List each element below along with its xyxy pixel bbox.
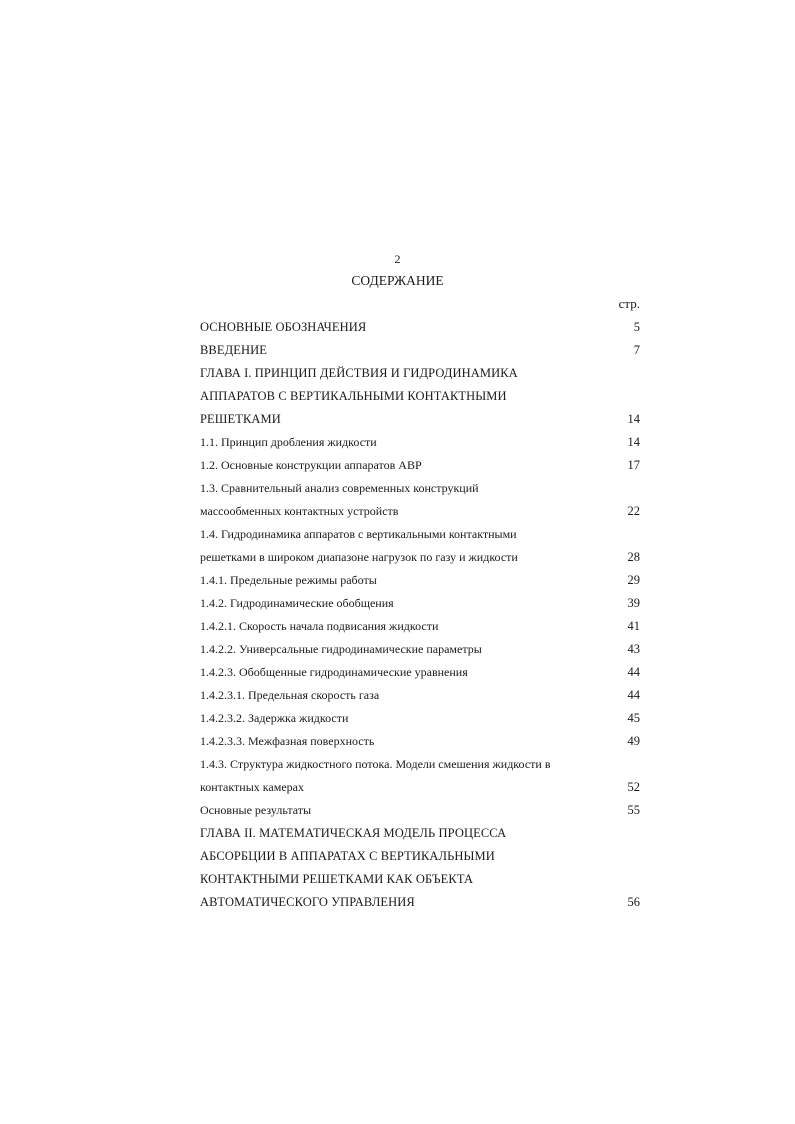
toc-entry-text: АБСОРБЦИИ В АППАРАТАХ С ВЕРТИКАЛЬНЫМИ — [200, 849, 495, 863]
toc-entry — [200, 500, 640, 523]
page-number: 2 — [394, 252, 401, 266]
toc-entry-text: ОСНОВНЫЕ ОБОЗНАЧЕНИЯ — [200, 320, 367, 334]
toc-entry-page: 14 — [627, 412, 640, 426]
toc-entry-text: массообменных контактных устройств — [200, 504, 399, 518]
toc-entry-text: контактных камерах — [200, 780, 304, 794]
toc-entry-text: 1.4.2.2. Универсальные гидродинамические параметры — [200, 642, 482, 656]
toc-entry-text: 1.3. Сравнительный анализ современных конструкций — [200, 481, 479, 495]
toc-entry-text: 1.1. Принцип дробления жидкости — [200, 435, 377, 449]
toc-entry — [200, 523, 640, 546]
toc-entry — [200, 638, 640, 661]
toc-entry — [200, 454, 640, 477]
toc-entry — [200, 339, 640, 362]
toc-entry-text: 1.4.2.3.3. Межфазная поверхность — [200, 734, 375, 748]
toc-entry-page: 45 — [627, 711, 640, 725]
toc-entry-page: 43 — [627, 642, 640, 656]
toc-entry-text: АППАРАТОВ С ВЕРТИКАЛЬНЫМИ КОНТАКТНЫМИ — [200, 389, 507, 403]
toc-entry-text: РЕШЕТКАМИ — [200, 412, 281, 426]
toc-entry-text: 1.4.2. Гидродинамические обобщения — [200, 596, 394, 610]
toc-entry-page: 28 — [627, 550, 640, 564]
toc-entry-text: 1.4.2.3. Обобщенные гидродинамические уравнения — [200, 665, 468, 679]
toc-entry-page: 29 — [627, 573, 640, 587]
toc-entry — [200, 822, 640, 845]
toc-entry — [200, 753, 640, 776]
toc-entry — [200, 477, 640, 500]
toc-entry — [200, 799, 640, 822]
toc-entry-page: 52 — [627, 780, 640, 794]
toc-entry-text: ВВЕДЕНИЕ — [200, 343, 267, 357]
toc-entry-page: 44 — [627, 665, 640, 679]
toc-entry-page: 17 — [627, 458, 640, 472]
toc-entry-page: 7 — [633, 343, 640, 357]
toc-entry-text: 1.4. Гидродинамика аппаратов с вертикальными контактными — [200, 527, 517, 541]
toc-entry-page: 39 — [627, 596, 640, 610]
toc-entry — [200, 661, 640, 684]
page-title: СОДЕРЖАНИЕ — [351, 273, 444, 288]
toc-entry — [200, 776, 640, 799]
toc-entry-page: 41 — [627, 619, 640, 633]
toc-entry-text: 1.4.2.3.1. Предельная скорость газа — [200, 688, 380, 702]
toc-entry-page: 49 — [627, 734, 640, 748]
toc-entry-text: 1.4.2.1. Скорость начала подвисания жидкости — [200, 619, 439, 633]
toc-entry-page: 44 — [627, 688, 640, 702]
toc-entry-text: 1.2. Основные конструкции аппаратов АВР — [200, 458, 422, 472]
toc-entry-text: ГЛАВА II. МАТЕМАТИЧЕСКАЯ МОДЕЛЬ ПРОЦЕССА — [200, 826, 507, 840]
toc-entry-page: 55 — [627, 803, 640, 817]
toc-entry-text: Основные результаты — [200, 803, 312, 817]
toc-entry-text: КОНТАКТНЫМИ РЕШЕТКАМИ КАК ОБЪЕКТА — [200, 872, 474, 886]
toc-entry-text: АВТОМАТИЧЕСКОГО УПРАВЛЕНИЯ — [200, 895, 415, 909]
toc-entry-text: 1.4.1. Предельные режимы работы — [200, 573, 377, 587]
toc-entry-page: 14 — [627, 435, 640, 449]
toc-entry-text: 1.4.3. Структура жидкостного потока. Модели смешения жидкости в — [200, 757, 551, 771]
toc-entry-text: 1.4.2.3.2. Задержка жидкости — [200, 711, 349, 725]
toc-entry — [200, 868, 640, 891]
page-column-label: стр. — [618, 296, 640, 311]
toc-entry — [200, 316, 640, 339]
toc-entry-text: ГЛАВА I. ПРИНЦИП ДЕЙСТВИЯ И ГИДРОДИНАМИКА — [200, 366, 518, 380]
toc-entry — [200, 592, 640, 615]
toc-entry — [200, 845, 640, 868]
toc-entry — [200, 385, 640, 408]
toc-entry-page: 56 — [627, 895, 640, 909]
toc-entry-page: 22 — [627, 504, 640, 518]
toc-entry — [200, 362, 640, 385]
table-of-contents — [200, 316, 640, 914]
toc-entry — [200, 730, 640, 753]
toc-entry — [200, 891, 640, 914]
toc-entry — [200, 546, 640, 569]
toc-entry-page: 5 — [633, 320, 640, 334]
toc-entry — [200, 707, 640, 730]
toc-entry — [200, 684, 640, 707]
toc-entry — [200, 431, 640, 454]
toc-entry — [200, 408, 640, 431]
toc-entry-text: решетками в широком диапазоне нагрузок по газу и жидкости — [200, 550, 518, 564]
toc-entry — [200, 569, 640, 592]
toc-entry — [200, 615, 640, 638]
